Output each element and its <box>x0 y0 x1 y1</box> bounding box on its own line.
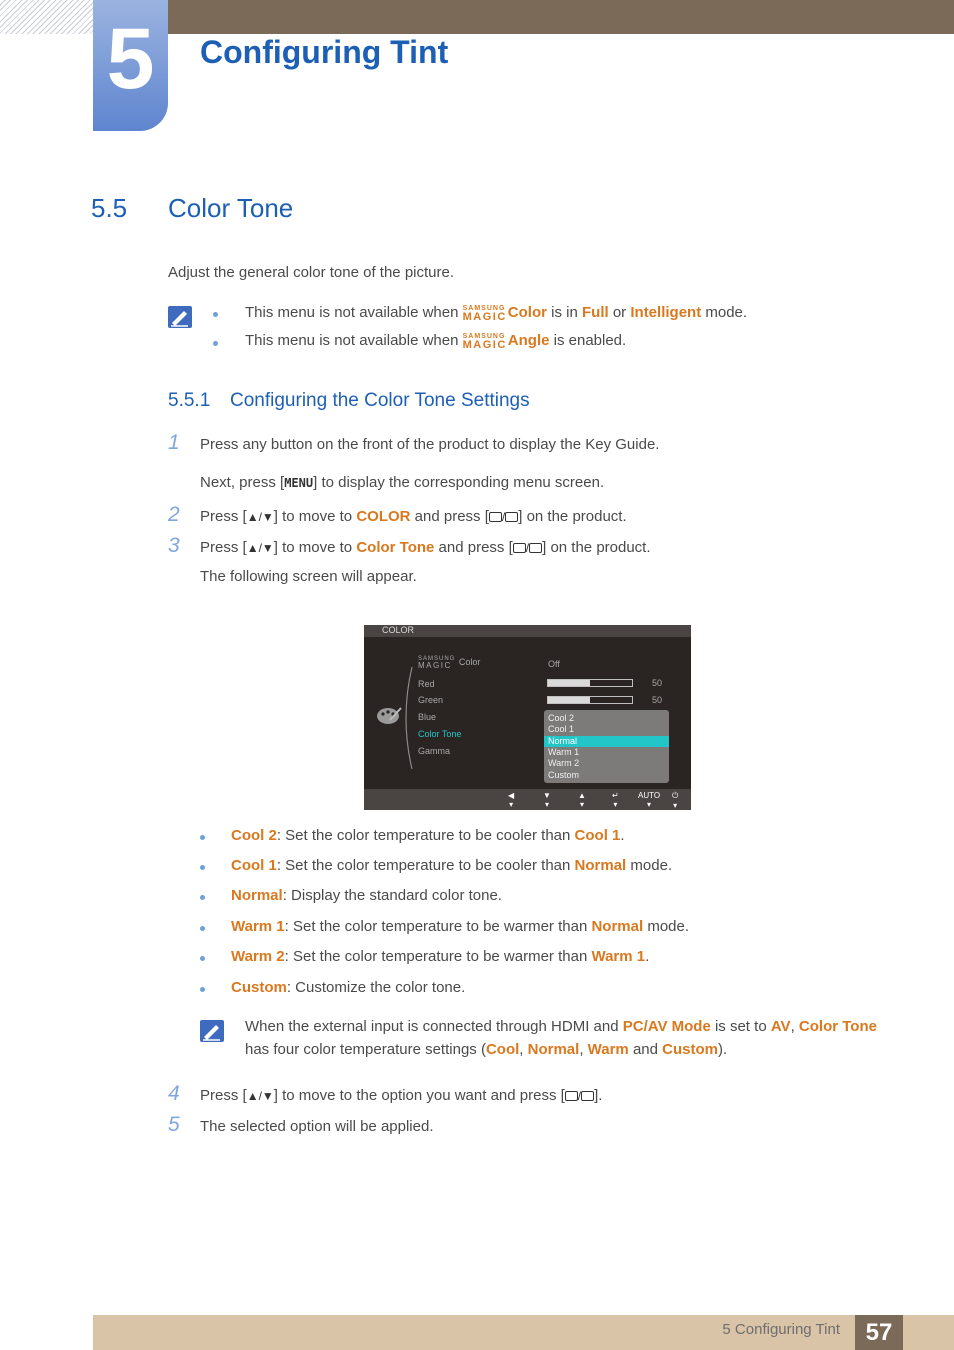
option-desc: Cool 2: Set the color temperature to be cooler than Cool 1. <box>231 827 625 844</box>
option-warm1[interactable]: Warm 1 <box>548 747 580 757</box>
footer-chapter-label: 5 Configuring Tint <box>722 1321 840 1338</box>
color-tone-dropdown[interactable] <box>544 710 669 783</box>
option-desc: Warm 1: Set the color temperature to be warmer than Normal mode. <box>231 918 690 935</box>
red-slider[interactable] <box>547 679 633 687</box>
auto-key[interactable]: AUTO ▾ <box>638 791 661 809</box>
enter-icon <box>581 1091 594 1101</box>
option-desc: Normal: Display the standard color tone. <box>231 887 502 904</box>
bullet <box>200 926 205 931</box>
osd-screenshot <box>364 625 691 810</box>
osd-menu-green[interactable]: Green <box>418 695 444 705</box>
red-value: 50 <box>652 678 663 688</box>
source-icon <box>565 1091 578 1101</box>
option-desc: Cool 1: Set the color temperature to be cooler than Normal mode. <box>231 857 673 874</box>
green-slider[interactable] <box>547 696 633 704</box>
subsection-title: Configuring the Color Tone Settings <box>230 390 530 411</box>
osd-header-label: COLOR <box>382 625 415 635</box>
enter-icon <box>529 543 542 553</box>
option-desc: Warm 2: Set the color temperature to be warmer than Warm 1. <box>231 948 650 965</box>
step-number: 4 <box>168 1082 180 1105</box>
step-number: 2 <box>168 503 180 526</box>
note-icon <box>168 306 192 328</box>
menu-arc <box>400 665 414 771</box>
osd-magic-value: Off <box>548 659 560 669</box>
bullet <box>200 865 205 870</box>
bullet <box>200 987 205 992</box>
feature-name: Color <box>507 304 547 321</box>
menu-key: MENU <box>284 476 314 490</box>
up-down-arrows-icon: ▲/▼ <box>246 510 274 524</box>
red-slider-fill <box>548 680 590 686</box>
palette-icon <box>376 705 402 727</box>
samsung-magic-logo: SAMSUNG MAGIC <box>462 333 507 351</box>
option-custom[interactable]: Custom <box>548 770 580 780</box>
step-text: The selected option will be applied. <box>200 1118 434 1135</box>
bullet <box>200 895 205 900</box>
left-key-icon[interactable]: ◀ ▾ <box>508 791 515 809</box>
bullet <box>213 312 218 317</box>
bullet <box>213 341 218 346</box>
header-hatch <box>0 0 93 34</box>
option-desc: Custom: Customize the color tone. <box>231 979 466 996</box>
option-cool1[interactable]: Cool 1 <box>548 724 575 734</box>
section-number: 5.5 <box>91 193 128 223</box>
hdmi-note-line2: has four color temperature settings (Cool, Normal, Warm and Custom). <box>245 1041 728 1058</box>
up-key-icon[interactable]: ▲ ▾ <box>578 791 586 809</box>
step-text: Press any button on the front of the product to display the Key Guide. <box>200 436 660 453</box>
step-text: Press [▲/▼] to move to the option you want and press [ / ]. <box>200 1087 603 1104</box>
up-down-arrows-icon: ▲/▼ <box>246 1089 274 1103</box>
bullet <box>200 835 205 840</box>
step-number: 5 <box>168 1113 180 1136</box>
osd-menu-color-tone[interactable]: Color Tone <box>418 729 462 739</box>
note-item: This menu is not available when SAMSUNG MAGIC Color is in Full or Intelligent mode. <box>245 304 748 323</box>
option-warm2[interactable]: Warm 2 <box>548 758 580 768</box>
green-value: 50 <box>652 695 663 705</box>
note-icon <box>200 1020 224 1042</box>
up-down-arrows-icon: ▲/▼ <box>246 541 274 555</box>
chapter-title: Configuring Tint <box>200 34 449 70</box>
source-icon <box>489 512 502 522</box>
enter-icon <box>505 512 518 522</box>
samsung-magic-logo: SAMSUNG MAGIC <box>462 305 507 323</box>
step-number: 1 <box>168 431 180 454</box>
option-normal[interactable]: Normal <box>544 736 669 747</box>
bullet <box>200 956 205 961</box>
option-cool2[interactable]: Cool 2 <box>548 713 575 723</box>
step-text: Press [▲/▼] to move to COLOR and press [ / ] on the product. <box>200 508 627 525</box>
osd-menu-magic-color[interactable]: SAMSUNG MAGIC Color <box>418 656 481 670</box>
header-bar <box>168 0 954 34</box>
chapter-number-badge: 5 <box>93 0 168 131</box>
step-text: The following screen will appear. <box>200 568 417 585</box>
note-text: This menu is not available when <box>245 304 459 321</box>
section-title: Color Tone <box>168 193 294 223</box>
osd-menu-red[interactable]: Red <box>418 679 435 689</box>
subsection-number: 5.5.1 <box>168 390 211 411</box>
enter-key-icon[interactable]: ↵ ▾ <box>612 791 619 809</box>
source-icon <box>513 543 526 553</box>
step-text: Next, press [MENU] to display the corresponding menu screen. <box>200 474 605 491</box>
intro-text: Adjust the general color tone of the picture. <box>168 264 455 281</box>
osd-key-guide <box>364 789 691 810</box>
osd-menu-blue[interactable]: Blue <box>418 712 437 722</box>
osd-menu-gamma[interactable]: Gamma <box>418 746 451 756</box>
power-key-icon[interactable]: ⏻ ▾ <box>672 791 679 810</box>
note-item: This menu is not available when SAMSUNG MAGIC Angle is enabled. <box>245 332 627 351</box>
green-slider-fill <box>548 697 590 703</box>
page-number: 57 <box>855 1315 903 1350</box>
hdmi-note-line1: When the external input is connected through HDMI and PC/AV Mode is set to AV, Color Tone <box>245 1018 877 1035</box>
down-key-icon[interactable]: ▼ ▾ <box>543 791 551 809</box>
step-number: 3 <box>168 534 180 557</box>
step-text: Press [▲/▼] to move to Color Tone and press [ / ] on the product. <box>200 539 651 556</box>
